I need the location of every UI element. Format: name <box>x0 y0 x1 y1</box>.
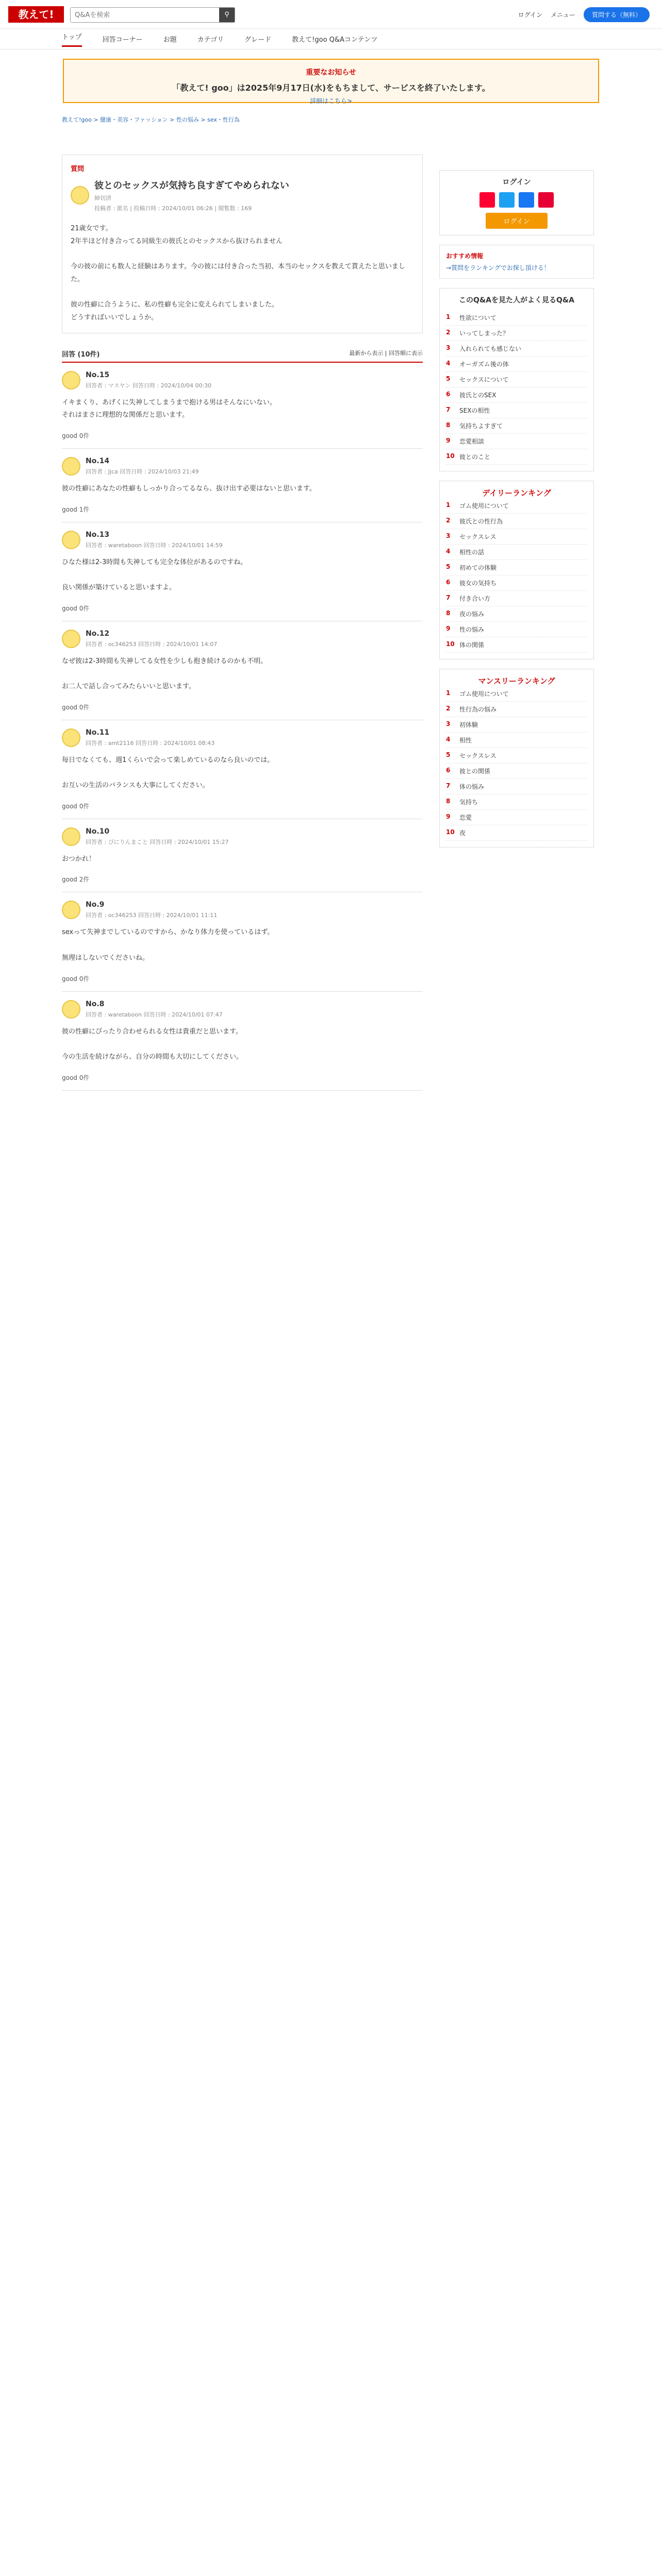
rank-number: 6 <box>446 391 451 398</box>
answer-number: No.13 <box>86 530 110 539</box>
rank-item[interactable] <box>446 514 587 529</box>
rank-label: 性の悩み <box>459 626 485 633</box>
rank-item[interactable] <box>446 449 587 465</box>
related-title: このQ&Aを見た人がよく見るQ&A <box>459 296 574 304</box>
nav-topic[interactable]: お題 <box>163 36 177 44</box>
question-title: 彼とのセックスが気持ち良すぎてやめられない <box>94 180 289 191</box>
rank-item[interactable] <box>446 810 587 825</box>
answer-meta: 回答者 : oc346253 回答日時 : 2024/10/01 11:11 <box>86 912 218 919</box>
rank-item[interactable] <box>446 717 587 733</box>
rank-item[interactable] <box>446 702 587 717</box>
rank-number: 9 <box>446 437 451 444</box>
rank-item[interactable] <box>446 403 587 418</box>
answer-item <box>62 449 423 522</box>
rank-item[interactable] <box>446 825 587 841</box>
answer-body: 彼の性癖にぴったり合わせられる女性は貴重だと思います。 今の生活を続けながら、自分の時間も大切にしてください。 <box>62 1027 243 1061</box>
avatar <box>62 630 80 648</box>
rank-label: 彼氏との性行為 <box>459 518 503 525</box>
good-count[interactable]: good 0件 <box>62 802 90 810</box>
search-icon[interactable]: ⚲ <box>219 8 235 22</box>
rank-item[interactable] <box>446 591 587 606</box>
rank-item[interactable] <box>446 387 587 403</box>
recommend-box <box>439 245 594 279</box>
avatar <box>62 531 80 549</box>
rank-number: 4 <box>446 360 451 367</box>
rank-number: 8 <box>446 609 451 617</box>
rank-number: 10 <box>446 452 455 460</box>
rank-label: 体の関係 <box>459 641 485 649</box>
rank-label: 初めての体験 <box>459 564 497 571</box>
rank-item[interactable] <box>446 794 587 810</box>
rank-number: 10 <box>446 640 455 648</box>
rank-label: 恋愛 <box>459 814 472 821</box>
rank-number: 3 <box>446 344 451 351</box>
rank-label: ゴム使用について <box>459 502 509 510</box>
good-count[interactable]: good 2件 <box>62 876 90 884</box>
rank-label: 相性の話 <box>459 549 485 556</box>
answer-meta: 回答者 : waretaboon 回答日時 : 2024/10/01 07:47 <box>86 1011 223 1018</box>
daily-ranking-title: デイリーランキング <box>482 488 551 498</box>
answer-item <box>62 720 423 819</box>
rank-label: 入れられても感じない <box>459 345 522 352</box>
answer-head <box>62 901 423 919</box>
monthly-ranking-list <box>446 686 587 841</box>
monthly-ranking-title: マンスリーランキング <box>478 676 555 686</box>
rank-number: 5 <box>446 751 451 758</box>
rank-number: 9 <box>446 813 451 820</box>
notice-title: 重要なお知らせ <box>306 69 356 77</box>
rank-number: 4 <box>446 736 451 743</box>
rank-label: セックスについて <box>459 376 509 383</box>
answer-meta: 回答者 : マスヤン 回答日時 : 2024/10/04 00:30 <box>86 382 212 389</box>
answer-body: おつかれ！ <box>62 855 95 863</box>
nav-grade[interactable]: グレード <box>244 36 272 44</box>
answer-body: なぜ彼は2-3時間も失神してる女性を少しも抱き続けるのかも不明。 お二人で話し合ってみたらいいと思います。 <box>62 657 268 690</box>
related-box <box>439 288 594 471</box>
nav-answer[interactable]: 回答コーナー <box>102 36 143 44</box>
rank-label: 気持ちよすぎて <box>459 422 503 430</box>
answer-item <box>62 819 423 893</box>
rank-label: 彼氏とのSEX <box>459 392 496 399</box>
header-right <box>518 7 650 22</box>
answer-head <box>62 371 423 389</box>
rank-item[interactable] <box>446 326 587 341</box>
rank-item[interactable] <box>446 637 587 653</box>
recommend-link[interactable]: →質問をランキングでお探し頂ける！ <box>446 264 550 272</box>
answer-head <box>62 728 423 747</box>
rank-item[interactable] <box>446 498 587 514</box>
rank-number: 5 <box>446 375 451 382</box>
rank-number: 6 <box>446 767 451 774</box>
answer-number: No.15 <box>86 370 110 379</box>
rank-number: 5 <box>446 563 451 570</box>
social-icons <box>446 192 587 208</box>
rank-number: 10 <box>446 828 455 836</box>
rank-number: 2 <box>446 705 451 712</box>
rank-number: 1 <box>446 689 451 697</box>
twitter-icon[interactable] <box>499 192 515 208</box>
answer-item <box>62 522 423 621</box>
answer-item <box>62 992 423 1091</box>
rank-number: 1 <box>446 501 451 509</box>
nav-contents[interactable]: 教えて!goo Q&Aコンテンツ <box>292 36 378 44</box>
good-count[interactable]: good 0件 <box>62 432 90 439</box>
sidebar <box>439 170 594 857</box>
rank-number: 3 <box>446 532 451 539</box>
rank-label: 初体験 <box>459 721 478 728</box>
rank-item[interactable] <box>446 560 587 575</box>
rank-label: 体の悩み <box>459 783 485 790</box>
rank-label: 相性 <box>459 737 472 744</box>
rank-item[interactable] <box>446 748 587 764</box>
rank-number: 7 <box>446 782 451 789</box>
ask-button[interactable]: 質問する（無料） <box>584 7 650 22</box>
rank-number: 9 <box>446 625 451 632</box>
daily-ranking-list <box>446 498 587 653</box>
answer-body: 彼の性癖にあなたの性癖もしっかり合ってるなら、抜け出す必要はないと思います。 <box>62 484 316 493</box>
daily-ranking-box <box>439 481 594 659</box>
answer-number: No.9 <box>86 901 105 909</box>
answer-meta: 回答者 : amt2116 回答日時 : 2024/10/01 08:43 <box>86 739 215 747</box>
rank-item[interactable] <box>446 529 587 545</box>
answer-meta: 回答者 : waretaboon 回答日時 : 2024/10/01 14:59 <box>86 541 223 549</box>
rank-number: 8 <box>446 421 451 429</box>
answer-number: No.11 <box>86 728 110 737</box>
question-box <box>62 155 423 333</box>
answer-number: No.14 <box>86 456 110 465</box>
yahoo-icon[interactable] <box>479 192 495 208</box>
question-body: 21歳女です。 2年半ほど付き合ってる同級生の彼氏とのセックスから抜けられません 今の彼の前にも数人と経験はあります。今の彼には付き合った当初、本当のセックスを教えて貰えたと思いました。 彼の性癖に合うように、私の性癖も完全に変えられてしまいました。 どうすればいいでしょうか。 <box>71 225 405 321</box>
rank-item[interactable] <box>446 545 587 560</box>
answer-body: ひなた様は2-3時間も失神しても完全な体位があるのですね。 良い関係が築けていると思いますよ。 <box>62 558 247 591</box>
good-count[interactable]: good 0件 <box>62 975 90 982</box>
answer-head <box>62 827 423 846</box>
menu-link[interactable]: メニュー <box>550 11 575 19</box>
main-column <box>62 155 423 1091</box>
question-head <box>71 178 414 212</box>
login-link[interactable]: ログイン <box>518 11 542 19</box>
rank-label: 夜の悩み <box>459 611 485 618</box>
answer-number: No.8 <box>86 999 105 1008</box>
good-count[interactable]: good 0件 <box>62 1074 90 1081</box>
rank-item[interactable] <box>446 575 587 591</box>
rank-number: 2 <box>446 517 451 524</box>
avatar <box>62 901 80 919</box>
rank-label: オーガズム後の体 <box>459 361 509 368</box>
search-box[interactable] <box>70 7 235 23</box>
answer-meta: 回答者 : oc346253 回答日時 : 2024/10/01 14:07 <box>86 640 218 648</box>
rank-label: 彼女の気持ち <box>459 580 497 587</box>
facebook-icon[interactable] <box>519 192 534 208</box>
answer-head <box>62 531 423 549</box>
avatar <box>62 457 80 476</box>
rank-item[interactable] <box>446 622 587 637</box>
answer-item <box>62 892 423 991</box>
good-count[interactable]: good 0件 <box>62 604 90 612</box>
answer-number: No.12 <box>86 629 110 638</box>
login-box <box>439 170 594 235</box>
rank-item[interactable] <box>446 764 587 779</box>
good-count[interactable]: good 0件 <box>62 703 90 711</box>
answers-label: 回答 (10件) <box>62 350 100 359</box>
mail-icon[interactable] <box>538 192 554 208</box>
rank-number: 7 <box>446 406 451 413</box>
rank-item[interactable] <box>446 733 587 748</box>
recommend-title: おすすめ情報 <box>446 252 484 260</box>
question-meta: 投稿者 : 匿名 | 投稿日時 : 2024/10/01 06:26 | 閲覧数 : 169 <box>94 205 252 212</box>
avatar <box>62 827 80 846</box>
rank-label: SEXの相性 <box>459 407 490 414</box>
answer-body: sexって失神までしているのですから、かなり体力を使っているはず。 無理はしないでくださいね。 <box>62 928 274 962</box>
rank-item[interactable] <box>446 357 587 372</box>
rank-item[interactable] <box>446 418 587 434</box>
avatar <box>62 371 80 389</box>
answers-list <box>62 363 423 1091</box>
notice-body: 「教えて! goo」は2025年9月17日(水)をもちまして、サービスを終了いたします。 <box>172 83 490 93</box>
rank-label: 性行為の悩み <box>459 706 497 713</box>
avatar <box>62 1000 80 1019</box>
answer-item <box>62 621 423 720</box>
rank-label: 付き合い方 <box>459 595 491 602</box>
rank-number: 2 <box>446 329 451 336</box>
rank-label: 気持ち <box>459 799 478 806</box>
rank-item[interactable] <box>446 779 587 794</box>
question-status: 締切済 <box>94 195 111 201</box>
rank-label: 彼との関係 <box>459 768 491 775</box>
answer-meta: 回答者 : ぴにりんまこと 回答日時 : 2024/10/01 15:27 <box>86 838 229 845</box>
monthly-ranking-box <box>439 669 594 848</box>
rank-number: 7 <box>446 594 451 601</box>
rank-item[interactable] <box>446 434 587 449</box>
answer-body: 毎日でなくても、週1くらいで会って楽しめているのなら良いのでは。 お互いの生活のバランスも大事にしてください。 <box>62 756 274 790</box>
answers-bar <box>62 349 423 363</box>
notice-link[interactable]: 詳細はこちら> <box>309 97 353 105</box>
answer-head <box>62 457 423 476</box>
rank-label: ゴム使用について <box>459 690 509 698</box>
rank-number: 8 <box>446 798 451 805</box>
global-nav <box>0 29 662 49</box>
goo-logo[interactable]: 教えて! goo <box>8 6 64 23</box>
answer-item <box>62 363 423 449</box>
answer-meta: 回答者 : Jjca 回答日時 : 2024/10/03 21:49 <box>86 468 199 475</box>
rank-item[interactable] <box>446 686 587 702</box>
answer-head <box>62 1000 423 1019</box>
nav-category[interactable]: カテゴリ <box>197 36 224 44</box>
rank-label: 彼とのこと <box>459 453 491 461</box>
breadcrumb[interactable]: 教えて!goo > 健康・美容・ファッション > 性の悩み > sex・性行為 <box>62 116 240 123</box>
notice-box <box>63 59 599 103</box>
rank-number: 6 <box>446 579 451 586</box>
search-input[interactable] <box>71 8 220 22</box>
rank-item[interactable] <box>446 372 587 387</box>
rank-label: 性欲について <box>459 314 496 321</box>
rank-number: 1 <box>446 313 451 320</box>
sort-options[interactable]: 最新から表示 | 回答順に表示 <box>349 349 423 357</box>
answer-head <box>62 630 423 648</box>
rank-label: セックスレス <box>459 533 496 540</box>
avatar <box>71 186 89 205</box>
rank-number: 3 <box>446 720 451 727</box>
question-label: 質問 <box>71 165 85 173</box>
rank-item[interactable] <box>446 606 587 622</box>
answer-number: No.10 <box>86 827 110 836</box>
rank-item[interactable] <box>446 310 587 326</box>
login-title: ログイン <box>502 178 531 187</box>
login-button[interactable]: ログイン <box>486 213 548 229</box>
rank-label: セックスレス <box>459 752 496 759</box>
rank-label: いってしまった？ <box>459 330 509 337</box>
good-count[interactable]: good 1件 <box>62 505 90 513</box>
rank-item[interactable] <box>446 341 587 357</box>
related-list <box>446 310 587 465</box>
nav-top[interactable]: トップ <box>62 31 82 47</box>
avatar <box>62 728 80 747</box>
answer-body: イキまくり、あげくに失神してしまうまで抱ける男はそんなにいない。 それはまさに理想的な関係だと思います。 <box>62 398 277 419</box>
rank-label: 恋愛相談 <box>459 438 485 445</box>
rank-label: 夜 <box>459 829 466 837</box>
rank-number: 4 <box>446 548 451 555</box>
